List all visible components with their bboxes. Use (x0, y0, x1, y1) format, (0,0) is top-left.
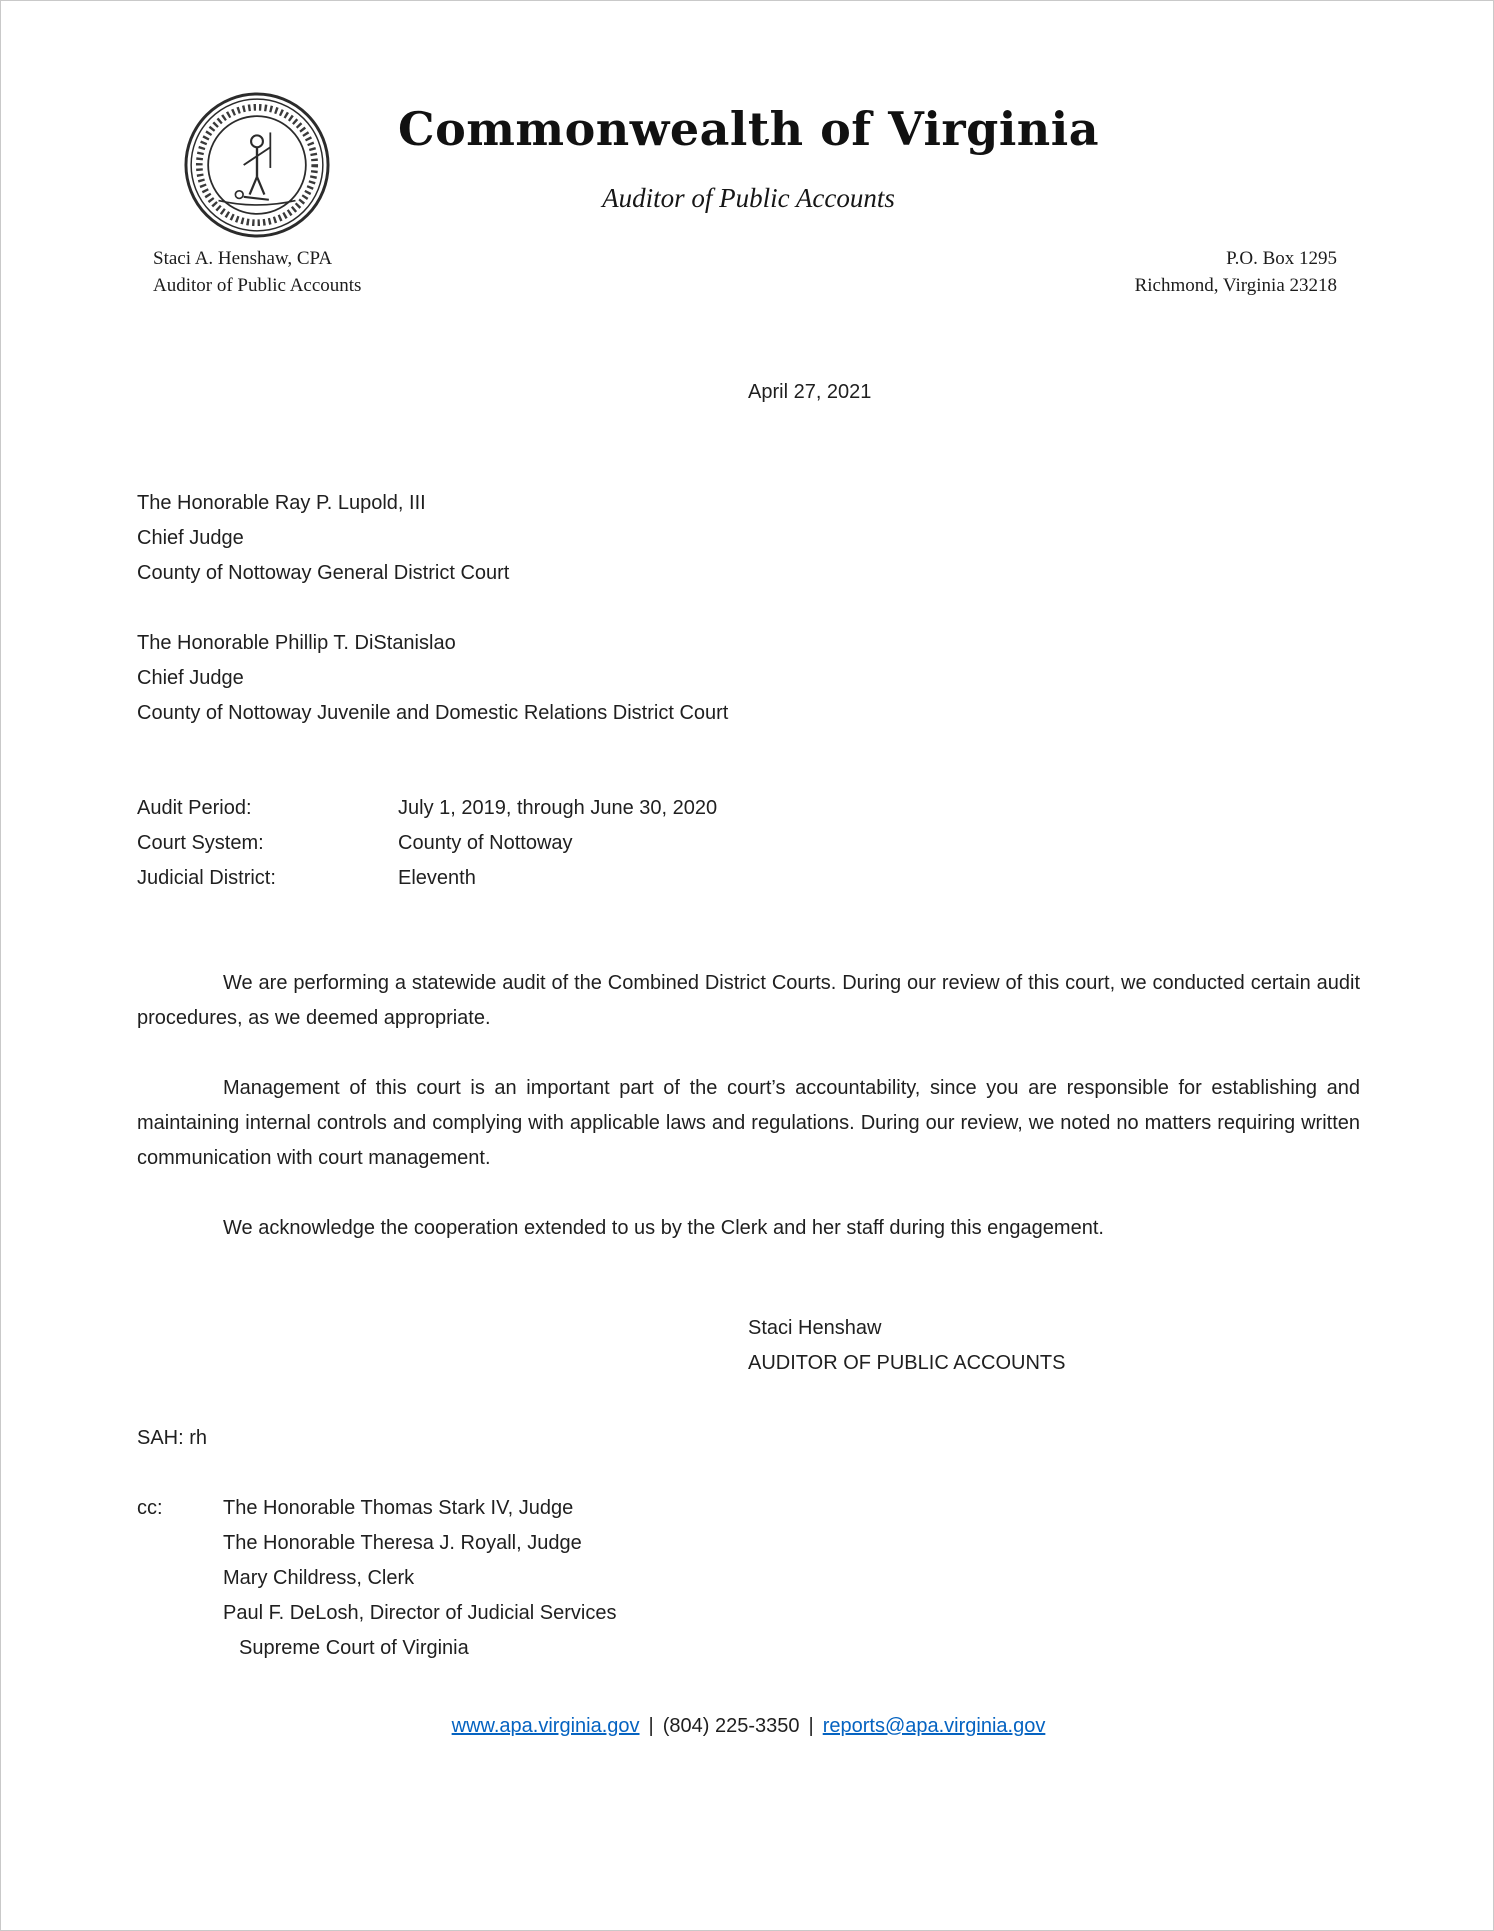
body-paragraph-1: We are performing a statewide audit of the Combined District Courts. During our review of this court, we conducted certain audit procedures, as we deemed appropriate. (137, 972, 1360, 1029)
footer-email-link[interactable]: reports@apa.virginia.gov (822, 1715, 1046, 1737)
audit-details (137, 791, 1360, 896)
auditor-name: Staci A. Henshaw, CPA (153, 248, 333, 269)
court-system-value: County of Nottoway (398, 832, 573, 854)
cc-item: Mary Childress, Clerk (223, 1567, 415, 1589)
recipient-title: Chief Judge (137, 527, 244, 549)
reference-initials: SAH: rh (137, 1427, 208, 1449)
recipient-name: The Honorable Ray P. Lupold, III (137, 492, 426, 514)
cc-item: The Honorable Theresa J. Royall, Judge (223, 1532, 582, 1554)
address-city: Richmond, Virginia 23218 (1134, 275, 1337, 296)
auditor-title: Auditor of Public Accounts (153, 275, 362, 296)
signer-title: AUDITOR OF PUBLIC ACCOUNTS (748, 1352, 1066, 1374)
judicial-district-label: Judicial District: (137, 867, 276, 889)
footer-contact-line (137, 1711, 1360, 1741)
recipient-title: Chief Judge (137, 667, 244, 689)
footer-phone: (804) 225-3350 (662, 1715, 800, 1737)
body-paragraph-2: Management of this court is an important part of the court’s accountability, since you are responsible for establishing and maintaining internal controls and complying with applicable laws and regulations. During our review, we noted no matters requiring written communication with court management. (137, 1077, 1360, 1169)
audit-period-row (137, 791, 1360, 826)
virginia-state-seal-icon (183, 91, 331, 239)
audit-period-label: Audit Period: (137, 797, 252, 819)
cc-item: Paul F. DeLosh, Director of Judicial Services (223, 1602, 617, 1624)
court-system-label: Court System: (137, 832, 264, 854)
cc-item-sub: Supreme Court of Virginia (239, 1637, 469, 1659)
footer-website-link[interactable]: www.apa.virginia.gov (451, 1715, 640, 1737)
audit-period-value: July 1, 2019, through June 30, 2020 (398, 797, 718, 819)
org-subtitle: Auditor of Public Accounts (602, 183, 895, 213)
signature-block (137, 1311, 1360, 1381)
cc-block (137, 1491, 1360, 1666)
office-address-block (1135, 245, 1337, 299)
letter-date: April 27, 2021 (748, 381, 872, 403)
letter-body (137, 966, 1360, 1246)
footer-separator: | (808, 1715, 814, 1737)
footer-separator: | (648, 1715, 654, 1737)
body-paragraph-3: We acknowledge the cooperation extended to us by the Clerk and her staff during this engagement. (223, 1217, 1104, 1239)
recipient-name: The Honorable Phillip T. DiStanislao (137, 632, 456, 654)
court-system-row (137, 826, 1360, 861)
signer-name: Staci Henshaw (748, 1317, 882, 1339)
judicial-district-row (137, 861, 1360, 896)
org-name: Commonwealth of Virginia (397, 102, 1100, 156)
cc-item: The Honorable Thomas Stark IV, Judge (223, 1497, 574, 1519)
letterhead (137, 1, 1360, 299)
recipient-block-1 (137, 486, 1360, 591)
recipient-block-2 (137, 626, 1360, 731)
recipient-court: County of Nottoway Juvenile and Domestic Relations District Court (137, 702, 729, 724)
letterhead-info-row (137, 245, 1360, 299)
cc-items (223, 1491, 617, 1666)
judicial-district-value: Eleventh (398, 867, 476, 889)
recipient-court: County of Nottoway General District Court (137, 562, 510, 584)
address-po-box: P.O. Box 1295 (1226, 248, 1337, 269)
auditor-contact-block (153, 245, 361, 299)
cc-label: cc: (137, 1497, 163, 1519)
